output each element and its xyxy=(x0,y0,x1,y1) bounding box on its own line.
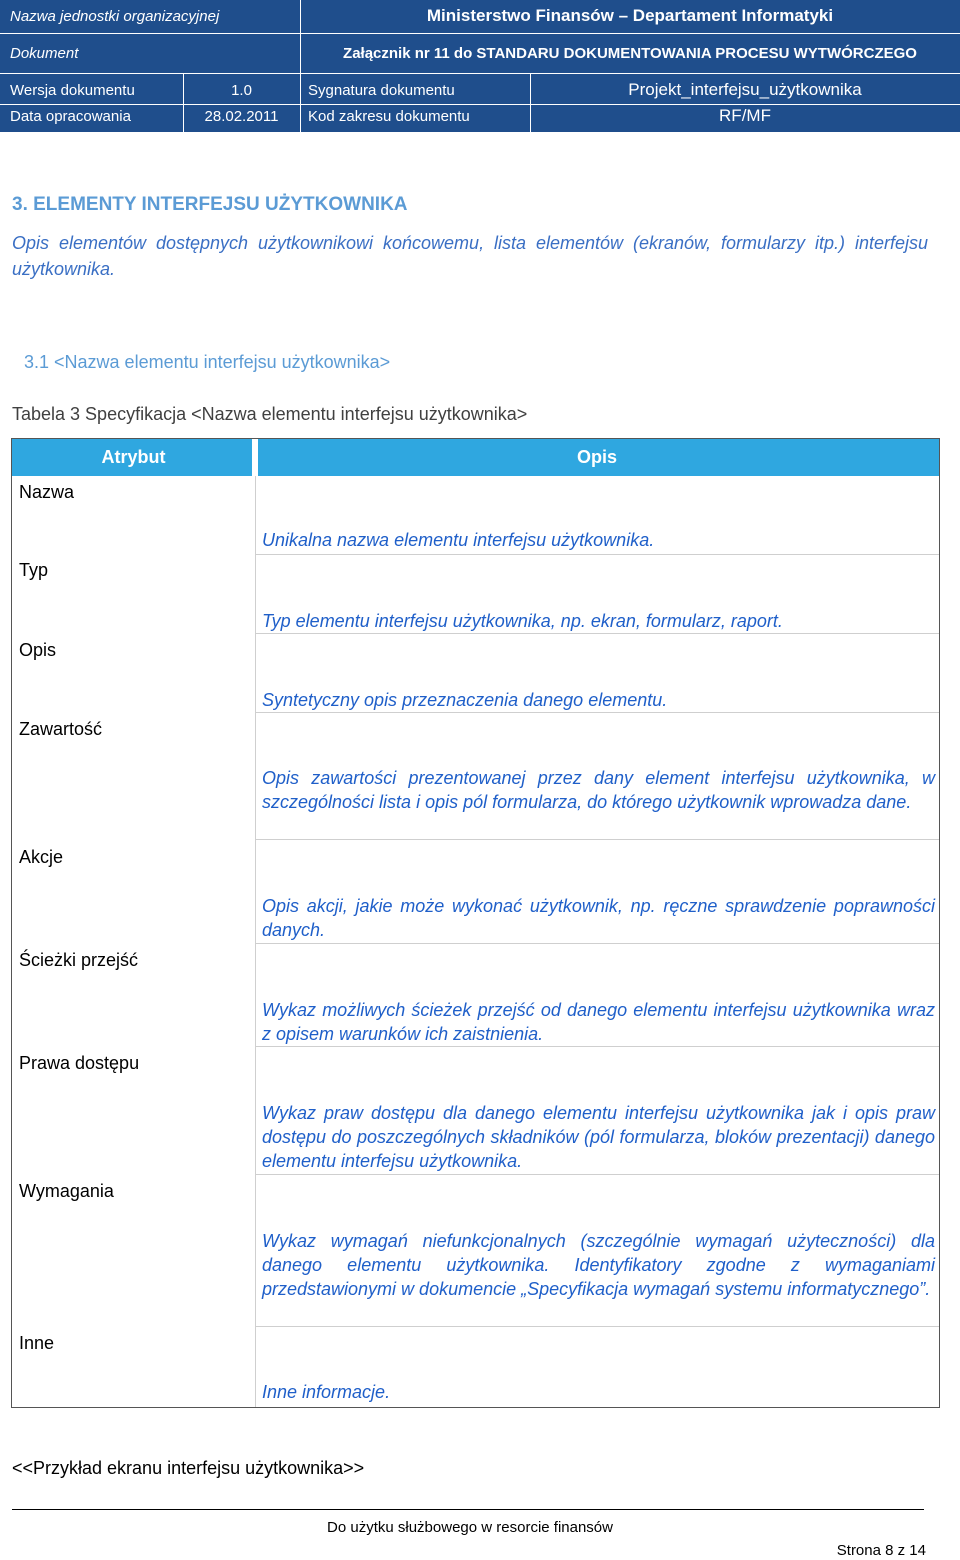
row-divider xyxy=(255,943,939,944)
row-divider xyxy=(255,839,939,840)
desc-nazwa: Unikalna nazwa elementu interfejsu użytkownika. xyxy=(262,530,655,550)
table-header xyxy=(12,439,939,476)
row-divider xyxy=(255,1046,939,1047)
row-divider xyxy=(255,1326,939,1327)
footer-divider xyxy=(12,1509,924,1510)
attr-typ: Typ xyxy=(19,560,49,580)
scope-value: RF/MF xyxy=(719,106,771,125)
signature-label: Sygnatura dokumentu xyxy=(308,82,455,99)
desc-zawartosc: Opis zawartości prezentowanej przez dany element interfejsu użytkownika, w szczególności lista i opis pól formularza, do którego użytkownik wprowadza dane. xyxy=(262,768,935,812)
page-number: Strona 8 z 14 xyxy=(836,1542,926,1559)
row-divider xyxy=(255,1174,939,1175)
header-divider xyxy=(0,33,960,34)
column-divider xyxy=(255,476,256,1407)
column-header-desc: Opis xyxy=(255,439,939,476)
desc-wymagania: Wykaz wymagań niefunkcjonalnych (szczególnie wymagań użyteczności) dla danego elementu użytkownika. Identyfikatory zgodne z wymaganiami przedstawionymi w dokumencie „Specyfikacja wymagań systemu informatycznego”. xyxy=(262,1231,935,1299)
attr-prawa-dostepu: Prawa dostępu xyxy=(19,1053,140,1073)
version-value: 1.0 xyxy=(231,82,252,99)
attr-wymagania: Wymagania xyxy=(19,1181,114,1201)
desc-sciezki-przejsc: Wykaz możliwych ścieżek przejść od danego elementu interfejsu użytkownika wraz z opisem warunków ich zaistnienia. xyxy=(262,1000,935,1044)
date-value: 28.02.2011 xyxy=(204,108,279,125)
header-divider xyxy=(0,104,960,105)
desc-akcje: Opis akcji, jakie może wykonać użytkownik, np. ręczne sprawdzenie poprawności danych. xyxy=(262,896,935,940)
signature-value: Projekt_interfejsu_użytkownika xyxy=(628,80,862,99)
header-divider xyxy=(252,439,258,476)
desc-opis: Syntetyczny opis przeznaczenia danego elementu. xyxy=(262,690,668,710)
row-divider xyxy=(255,554,939,555)
doc-value: Załącznik nr 11 do STANDARU DOKUMENTOWANIA PROCESU WYTWÓRCZEGO xyxy=(343,45,917,62)
date-label: Data opracowania xyxy=(10,108,131,125)
desc-typ: Typ elementu interfejsu użytkownika, np. ekran, formularz, raport. xyxy=(262,611,783,631)
attr-opis: Opis xyxy=(19,640,57,660)
org-label: Nazwa jednostki organizacyjnej xyxy=(10,8,220,25)
footer-note: Do użytku służbowego w resorcie finansów xyxy=(327,1519,613,1536)
attr-sciezki-przejsc: Ścieżki przejść xyxy=(19,950,139,970)
doc-label: Dokument xyxy=(10,45,79,62)
attr-inne: Inne xyxy=(19,1333,55,1353)
attr-akcje: Akcje xyxy=(19,847,64,867)
row-divider xyxy=(255,633,939,634)
scope-label: Kod zakresu dokumentu xyxy=(308,108,470,125)
document-header xyxy=(0,0,960,132)
header-divider xyxy=(300,73,301,132)
subsection-heading: 3.1 <Nazwa elementu interfejsu użytkownika> xyxy=(24,352,391,372)
attr-zawartosc: Zawartość xyxy=(19,719,103,739)
example-screen-label: <<Przykład ekranu interfejsu użytkownika>> xyxy=(12,1458,365,1478)
desc-prawa-dostepu: Wykaz praw dostępu dla danego elementu interfejsu użytkownika jak i opis praw dostępu do poszczególnych składników (pól formularza, bloków prezentacji) danego elementu interfejsu użytkownika. xyxy=(262,1103,935,1171)
header-divider xyxy=(0,73,960,74)
desc-inne: Inne informacje. xyxy=(262,1382,391,1402)
section-heading: 3. ELEMENTY INTERFEJSU UŻYTKOWNIKA xyxy=(12,194,408,215)
column-header-attr: Atrybut xyxy=(12,439,255,476)
table-caption: Tabela 3 Specyfikacja <Nazwa elementu interfejsu użytkownika> xyxy=(12,404,528,424)
section-intro: Opis elementów dostępnych użytkownikowi końcowemu, lista elementów (ekranów, formularzy itp.) interfejsu użytkownika. xyxy=(12,233,928,279)
spec-table xyxy=(11,438,940,1408)
row-divider xyxy=(255,712,939,713)
attr-nazwa: Nazwa xyxy=(19,482,75,502)
version-label: Wersja dokumentu xyxy=(10,82,135,99)
org-value: Ministerstwo Finansów – Departament Informatyki xyxy=(426,6,834,25)
